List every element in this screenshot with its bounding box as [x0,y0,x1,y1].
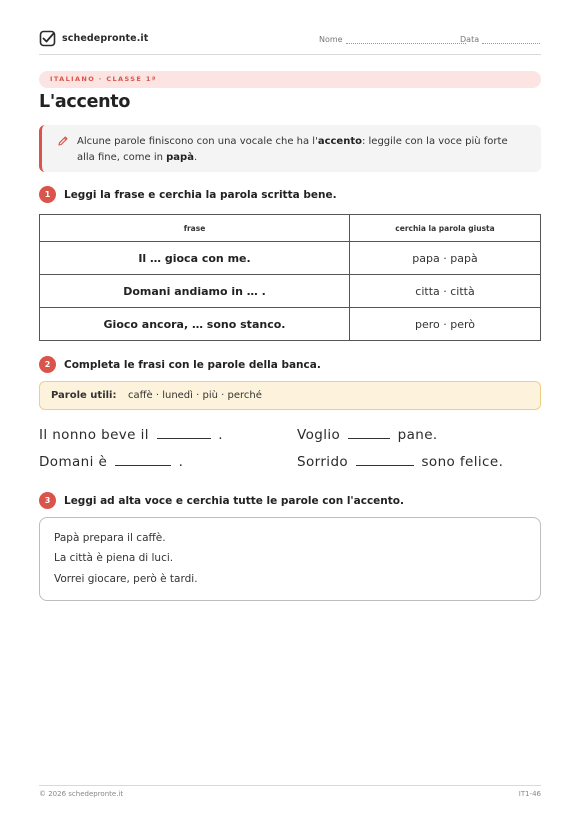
sentence-end: sono felice. [421,454,504,470]
phrase-cell: Il … gioca con me. [40,242,350,275]
table-header-row [40,215,541,242]
reading-line[interactable]: Vorrei giocare, però è tardi. [54,573,198,585]
sentence-start: Domani è [39,454,108,470]
section-number: 3 [39,492,56,509]
brand [39,30,148,47]
answer-blank[interactable] [115,453,171,466]
reading-box [39,517,541,601]
note-bold-papa: papà [166,152,194,163]
section-number: 1 [39,186,56,203]
section-2-header [39,356,321,373]
fill-sentence [297,453,503,470]
page-header [39,30,541,52]
name-label: Nome [319,35,343,44]
answer-blank[interactable] [157,426,211,439]
section-1-header [39,186,337,203]
section-3-header [39,492,404,509]
phrase-cell: Domani andiamo in … . [40,275,350,308]
sentence-end: . [218,427,223,443]
choice-cell[interactable]: citta · città [350,275,541,308]
subject-label: ITALIANO · CLASSE 1ª [50,75,157,83]
column-header-phrase: frase [40,215,350,242]
section-title: Leggi ad alta voce e cerchia tutte le parole con l'accento. [64,494,404,507]
footer-code: IT1-46 [518,790,541,798]
fill-sentence [39,426,223,443]
sentence-end: pane. [397,427,438,443]
date-line[interactable] [482,36,540,44]
choice-table [39,214,541,341]
subject-pill [39,71,541,88]
reading-line[interactable]: La città è piena di luci. [54,552,174,564]
word-bank-words: caffè · lunedì · più · perché [128,390,262,401]
word-bank-label: Parole utili: [51,390,117,401]
answer-blank[interactable] [348,426,390,439]
brand-name: schedepronte.it [62,33,149,44]
sentence-end: . [178,454,184,470]
choice-cell[interactable]: pero · però [350,308,541,341]
section-number: 2 [39,356,56,373]
table-row [40,242,541,275]
checkbox-icon [39,30,56,47]
date-label: Data [460,35,480,44]
note-text: Alcune parole finiscono con una vocale che ha l'accento: leggile con la voce più forte alla fine, come in papà. [77,136,508,163]
footer-copyright: © 2026 schedepronte.it [39,790,124,798]
table-row [40,275,541,308]
section-title: Completa le frasi con le parole della banca. [64,358,321,371]
answer-blank[interactable] [356,453,414,466]
section-title: Leggi la frase e cerchia la parola scritta bene. [64,188,337,201]
pencil-icon [57,135,69,147]
choice-cell[interactable]: papa · papà [350,242,541,275]
column-header-choice: cerchia la parola giusta [350,215,541,242]
reading-line[interactable]: Papà prepara il caffè. [54,532,166,544]
name-line[interactable] [346,36,466,44]
sentence-start: Voglio [297,427,341,443]
phrase-cell: Gioco ancora, … sono stanco. [40,308,350,341]
fill-sentence [39,453,183,470]
note-box [39,125,541,172]
fill-sentence [297,426,438,443]
note-bold-accento: accento [317,136,362,147]
date-field[interactable] [460,35,540,44]
table-row [40,308,541,341]
page-title: L'accento [39,92,131,112]
name-field[interactable] [319,35,466,44]
header-divider [39,54,541,55]
sentence-start: Sorrido [297,454,349,470]
sentence-start: Il nonno beve il [39,427,149,443]
word-bank [39,381,541,410]
footer-divider [39,785,541,786]
